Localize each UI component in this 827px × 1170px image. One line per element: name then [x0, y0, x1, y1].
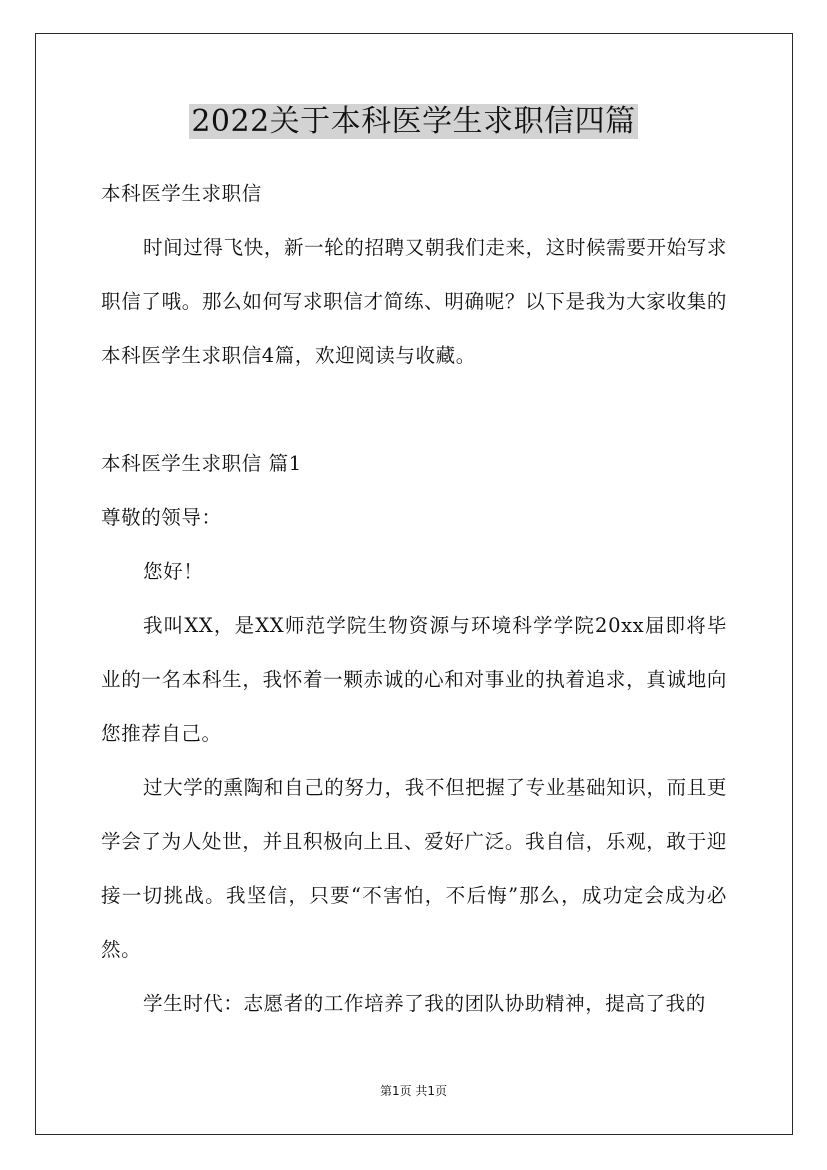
document-title [0, 102, 827, 142]
page-number-footer: 第1页 共1页 [379, 1084, 448, 1098]
letter-paragraph-1: 我叫XX，是XX师范学院生物资源与环境科学学院20xx届即将毕业的一名本科生，我怀着一颗赤诚的心和对事业的执着追求，真诚地向您推荐自己。 [101, 614, 727, 745]
letter-paragraph-2: 过大学的熏陶和自己的努力，我不但把握了专业基础知识，而且更学会了为人处世，并且积极向上且、爱好广泛。我自信，乐观，敢于迎接一切挑战。我坚信，只要“不害怕，不后悔”那么，成功定会成为必然。 [101, 776, 727, 961]
intro-paragraph: 时间过得飞快，新一轮的招聘又朝我们走来，这时候需要开始写求职信了哦。那么如何写求职信才简练、明确呢？以下是我为大家收集的本科医学生求职信4篇，欢迎阅读与收藏。 [101, 236, 727, 367]
section-heading: 本科医学生求职信 [101, 182, 262, 205]
document-title-text: 2022关于本科医学生求职信四篇 [191, 104, 636, 139]
letter-paragraph-3: 学生时代：志愿者的工作培养了我的团队协助精神，提高了我的 [143, 992, 706, 1015]
letter-heading: 本科医学生求职信 篇1 [101, 452, 302, 475]
greeting: 您好！ [143, 560, 204, 583]
salutation: 尊敬的领导： [101, 506, 222, 529]
